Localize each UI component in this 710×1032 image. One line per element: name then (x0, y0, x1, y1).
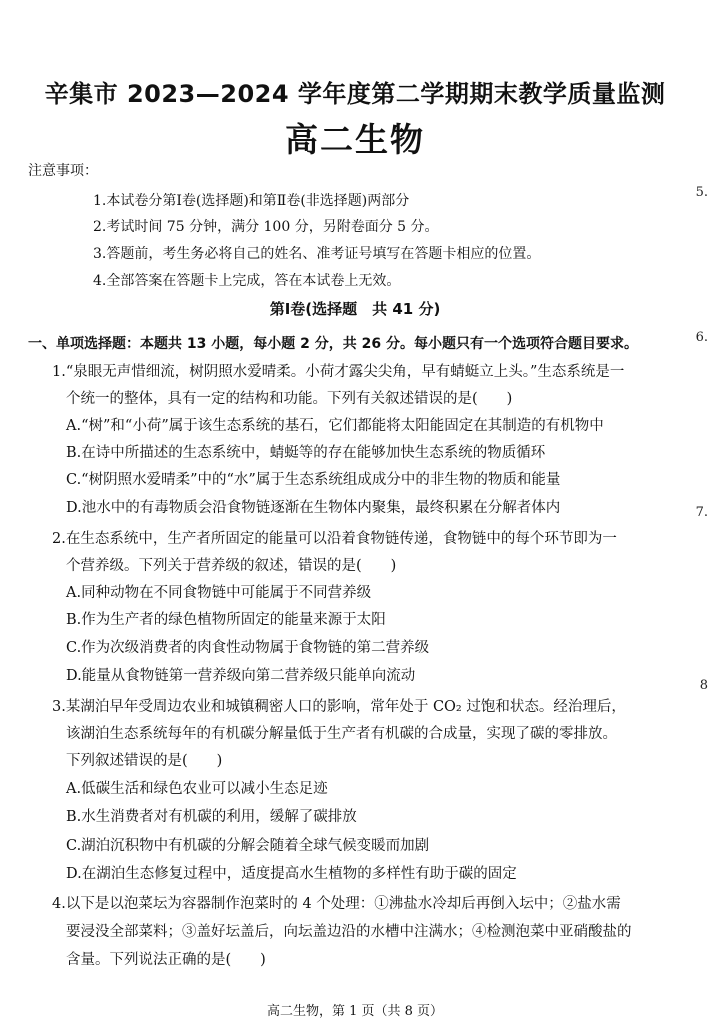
subject-title: 高二生物 (285, 120, 425, 159)
option-b: B.在诗中所描述的生态系统中，蜻蜓等的存在能够加快生态系统的物质循环 (66, 445, 546, 461)
question-line: 3.某湖泊早年受周边农业和城镇稠密人口的影响，常年处于 CO₂ 过饱和状态。经治理后， (52, 699, 626, 715)
option-c: C.作为次级消费者的肉食性动物属于食物链的第二营养级 (66, 640, 430, 656)
option-c: C.湖泊沉积物中有机碳的分解会随着全球气候变暖而加剧 (66, 838, 430, 854)
note-item: 2.考试时间 75 分钟，满分 100 分，另附卷面分 5 分。 (93, 219, 439, 235)
page-footer: 高二生物，第 1 页（共 8 页） (266, 1004, 444, 1019)
note-item: 3.答题前，考生务必将自己的姓名、准考证号填写在答题卡相应的位置。 (93, 246, 541, 262)
question-line: 含量。下列说法正确的是( ) (66, 952, 266, 968)
margin-mark: 7. (695, 505, 708, 520)
exam-title: 辛集市 2023—2024 学年度第二学期期末教学质量监测 (44, 80, 666, 108)
option-d: D.能量从食物链第一营养级向第二营养级只能单向流动 (66, 668, 416, 684)
question-line: 要浸没全部菜料；③盖好坛盖后，向坛盖边沿的水槽中注满水；④检测泡菜中亚硝酸盐的 (66, 924, 632, 940)
option-a: A.低碳生活和绿色农业可以减小生态足迹 (66, 781, 328, 797)
question-line: 个营养级。下列关于营养级的叙述，错误的是( ) (66, 558, 397, 574)
margin-mark: 5. (695, 185, 708, 200)
option-c: C.“树阴照水爱晴柔”中的“水”属于生态系统组成成分中的非生物的物质和能量 (66, 472, 561, 488)
margin-mark: 6. (695, 330, 708, 345)
option-d: D.池水中的有毒物质会沿食物链逐渐在生物体内聚集，最终积累在分解者体内 (66, 500, 561, 516)
section-heading: 一、单项选择题：本题共 13 小题，每小题 2 分，共 26 分。每小题只有一个选项符合题目要求。 (28, 336, 638, 352)
question-line: 该湖泊生态系统每年的有机碳分解量低于生产者有机碳的合成量，实现了碳的零排放。 (66, 726, 617, 742)
note-item: 1.本试卷分第Ⅰ卷(选择题)和第Ⅱ卷(非选择题)两部分 (93, 193, 410, 209)
option-a: A.同种动物在不同食物链中可能属于不同营养级 (66, 585, 372, 601)
question-line: 1.“泉眼无声惜细流，树阴照水爱晴柔。小荷才露尖尖角，早有蜻蜓立上头。”生态系统是一 (52, 364, 625, 380)
option-b: B.作为生产者的绿色植物所固定的能量来源于太阳 (66, 612, 386, 628)
question-line: 2.在生态系统中，生产者所固定的能量可以沿着食物链传递，食物链中的每个环节即为一 (52, 531, 617, 547)
option-d: D.在湖泊生态修复过程中，适度提高水生植物的多样性有助于碳的固定 (66, 866, 517, 882)
part1-heading: 第Ⅰ卷(选择题 共 41 分) (269, 300, 441, 318)
note-item: 4.全部答案在答题卡上完成，答在本试卷上无效。 (93, 273, 401, 289)
question-line: 4.以下是以泡菜坛为容器制作泡菜时的 4 个处理：①沸盐水冷却后再倒入坛中；②盐水需 (52, 896, 621, 912)
notes-heading: 注意事项： (28, 163, 98, 179)
option-b: B.水生消费者对有机碳的利用，缓解了碳排放 (66, 809, 357, 825)
option-a: A.“树”和“小荷”属于该生态系统的基石，它们都能将太阳能固定在其制造的有机物中 (66, 418, 604, 434)
question-line: 个统一的整体，具有一定的结构和功能。下列有关叙述错误的是( ) (66, 391, 513, 407)
question-line: 下列叙述错误的是( ) (66, 753, 223, 769)
margin-mark: 8 (699, 678, 708, 693)
